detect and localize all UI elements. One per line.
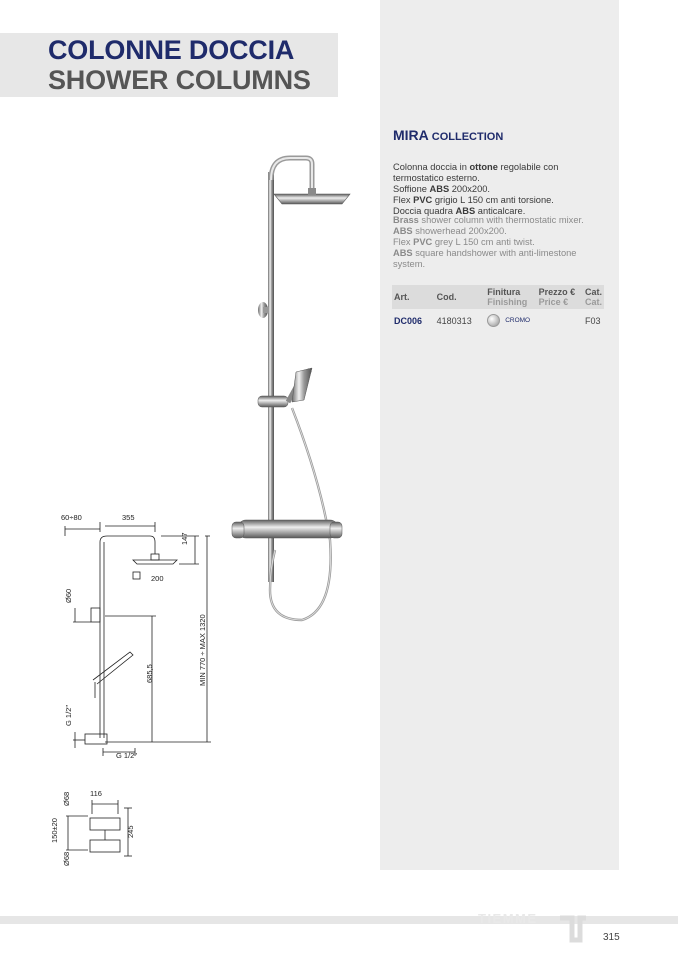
page-title-english: SHOWER COLUMNS xyxy=(48,65,311,95)
dim-label: 60÷80 xyxy=(61,513,82,522)
dim-label: Ø60 xyxy=(64,588,73,603)
dim-label: G 1/2" xyxy=(116,751,138,760)
cell-cod: 4180313 xyxy=(436,315,472,326)
finish-label: CROMO xyxy=(505,317,531,324)
header-cat xyxy=(583,285,604,309)
dim-label: 245 xyxy=(126,825,135,838)
collection-suffix: COLLECTION xyxy=(431,131,504,143)
header-art: Art. xyxy=(394,292,410,302)
dim-label: 355 xyxy=(122,513,135,522)
dim-label: 685,5 xyxy=(145,664,154,683)
collection-title xyxy=(393,127,503,145)
description-line: Flex PVC grey L 150 cm anti twist. xyxy=(393,237,535,247)
description-line: Doccia quadra ABS anticalcare. xyxy=(393,206,526,216)
dim-label: 200 xyxy=(151,574,164,583)
dim-label: 116 xyxy=(90,789,102,798)
description-english xyxy=(393,215,603,270)
dim-label: G 1/2" xyxy=(64,704,73,726)
product-image-shower-column xyxy=(230,150,360,630)
page-title-italian: COLONNE DOCCIA xyxy=(48,35,295,65)
chrome-swatch-icon xyxy=(487,314,500,327)
dim-label: 150±20 xyxy=(50,818,59,843)
header-price xyxy=(537,285,583,309)
header-finish xyxy=(485,285,536,309)
cell-finish xyxy=(485,309,536,332)
description-line: Flex PVC grigio L 150 cm anti torsione. xyxy=(393,195,554,205)
dim-label: Ø68 xyxy=(62,851,71,866)
product-table xyxy=(392,285,604,332)
table-row xyxy=(392,309,604,332)
description-line: Brass shower column with thermostatic mixer. xyxy=(393,215,584,225)
description-italian xyxy=(393,162,603,217)
header-cat-it: Cat. xyxy=(584,287,602,297)
description-line: Soffione ABS 200x200. xyxy=(393,184,491,194)
description-line: ABS showerhead 200x200. xyxy=(393,226,507,236)
description-line: Colonna doccia in ottone regolabile con termostatico esterno. xyxy=(393,162,559,183)
dim-label: 147 xyxy=(180,532,189,545)
header-cod: Cod. xyxy=(436,292,457,302)
dim-label: Ø68 xyxy=(62,791,71,806)
header-finish-it: Finitura xyxy=(487,287,521,297)
header-cat-en: Cat. xyxy=(584,297,602,307)
dim-label: MIN 770 ÷ MAX 1320 xyxy=(198,614,207,686)
cell-cat: F03 xyxy=(584,315,601,326)
header-price-it: Prezzo € xyxy=(538,287,576,297)
table-header-row xyxy=(392,285,604,309)
cell-art: DC006 xyxy=(394,315,423,326)
collection-name: MIRA xyxy=(393,127,429,143)
footer-brand-logo: TIEMME xyxy=(478,911,538,926)
description-line: ABS square handshower with anti-limestone system. xyxy=(393,248,577,269)
header-finish-en: Finishing xyxy=(487,297,528,307)
footer-pipe-icon xyxy=(558,912,588,944)
cell-price xyxy=(537,309,583,332)
page-number: 315 xyxy=(603,932,620,943)
header-price-en: Price € xyxy=(538,297,569,307)
